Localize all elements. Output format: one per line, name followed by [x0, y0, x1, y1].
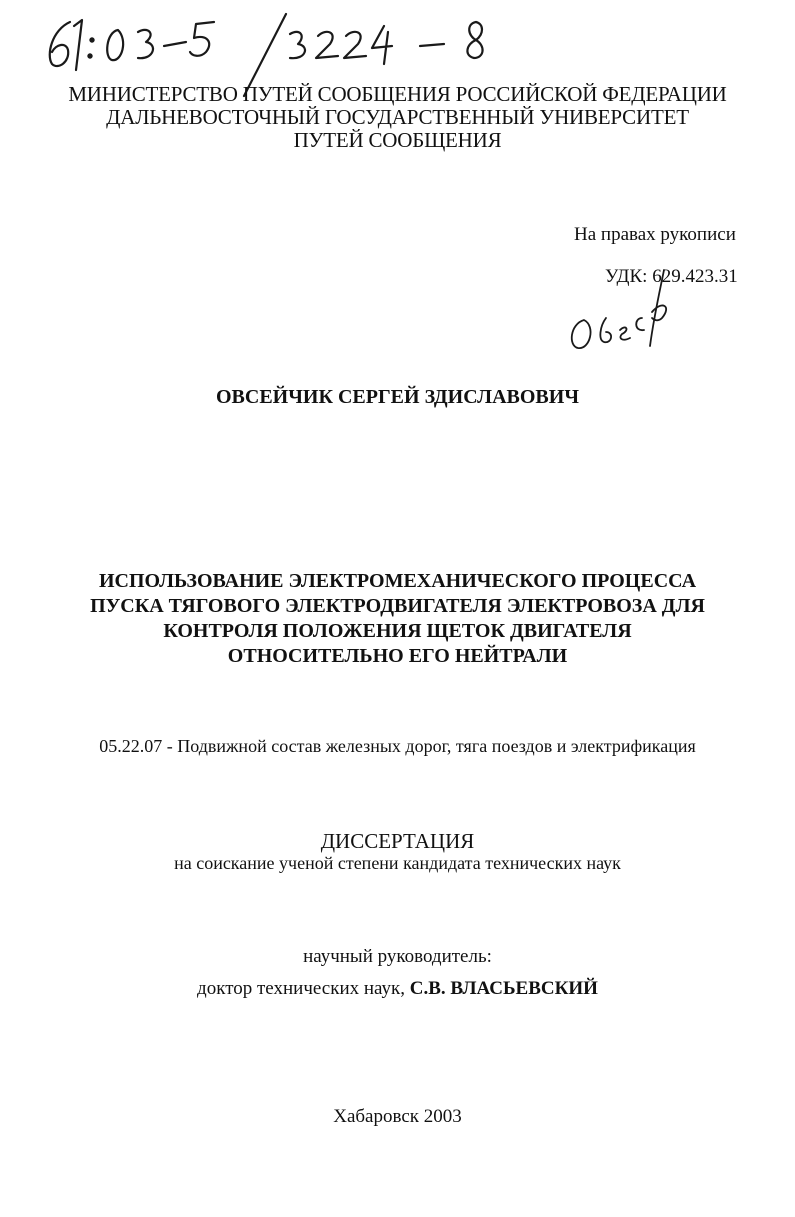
advisor-label: научный руководитель: [303, 946, 492, 967]
university-name-line2: ПУТЕЙ СООБЩЕНИЯ [293, 128, 502, 152]
advisor-name: С.В. ВЛАСЬЕВСКИЙ [409, 978, 598, 999]
work-type: ДИССЕРТАЦИЯ [320, 829, 475, 853]
manuscript-rights-note: На правах рукописи [574, 224, 736, 245]
city-year: Хабаровск 2003 [333, 1106, 462, 1127]
dissertation-title-line1: ИСПОЛЬЗОВАНИЕ ЭЛЕКТРОМЕХАНИЧЕСКОГО ПРОЦЕССА [98, 570, 697, 592]
degree-sought: на соискание ученой степени кандидата технических наук [174, 853, 621, 873]
udc-code: УДК: 629.423.31 [605, 266, 738, 287]
advisor-title: доктор технических наук, [197, 978, 405, 999]
author-name: ОВСЕЙЧИК СЕРГЕЙ ЗДИСЛАВОВИЧ [215, 386, 579, 408]
ministry-name: МИНИСТЕРСТВО ПУТЕЙ СООБЩЕНИЯ РОССИЙСКОЙ ФЕДЕРАЦИИ [68, 82, 727, 106]
university-name-line1: ДАЛЬНЕВОСТОЧНЫЙ ГОСУДАРСТВЕННЫЙ УНИВЕРСИТЕТ [106, 105, 689, 129]
dissertation-title-line3: КОНТРОЛЯ ПОЛОЖЕНИЯ ЩЕТОК ДВИГАТЕЛЯ [163, 620, 632, 642]
dissertation-title-line2: ПУСКА ТЯГОВОГО ЭЛЕКТРОДВИГАТЕЛЯ ЭЛЕКТРОВОЗА ДЛЯ [90, 595, 705, 617]
dissertation-title-line4: ОТНОСИТЕЛЬНО ЕГО НЕЙТРАЛИ [227, 645, 568, 667]
specialty-code: 05.22.07 - Подвижной состав железных дорог, тяга поездов и электрификация [99, 736, 696, 756]
advisor-line [0, 978, 795, 1000]
